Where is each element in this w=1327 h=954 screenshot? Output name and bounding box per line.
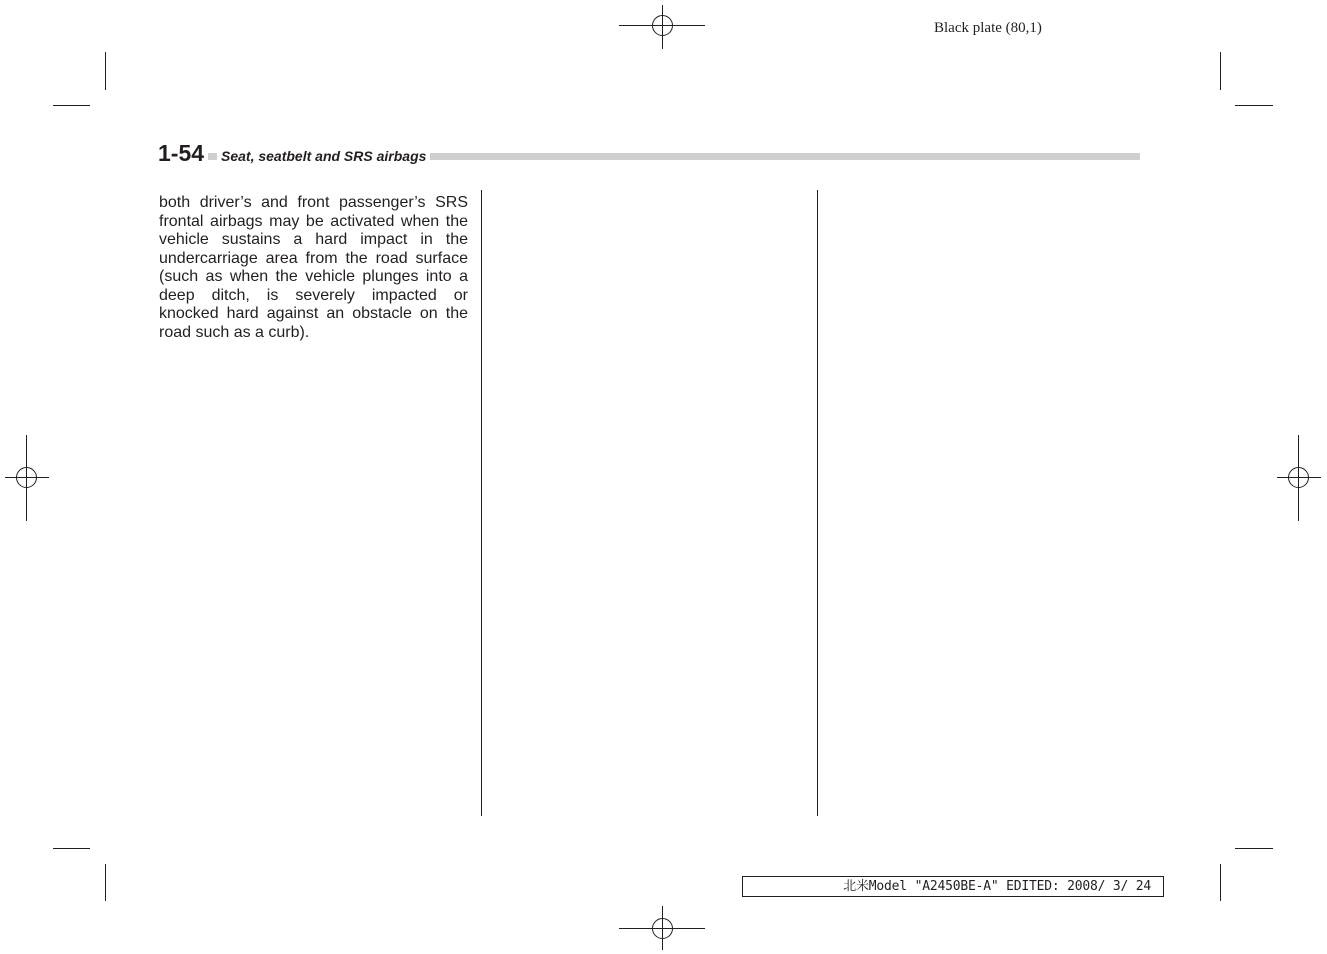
edit-stamp: 北米Model "A2450BE-A" EDITED: 2008/ 3/ 24 (742, 876, 1164, 897)
crop-mark-top-right-horizontal (1235, 105, 1273, 106)
registration-target-right (1277, 435, 1321, 521)
page-number: 1-54 (158, 140, 208, 166)
crop-mark-bottom-right-vertical (1220, 864, 1221, 901)
column-divider-left (481, 190, 482, 816)
crop-mark-bottom-left-horizontal (53, 848, 90, 849)
crop-mark-top-left-vertical (105, 52, 106, 90)
body-paragraph: both driver’s and front passenger’s SRS frontal airbags may be activated when the vehicle sustains a hard impact in the undercarriage area from the road surface (such as when the vehicle plunges into a deep ditch, is severely impacted or knocked hard against an obstacle on the road such as a curb). (159, 194, 468, 341)
crop-mark-bottom-left-vertical (105, 864, 106, 901)
crop-mark-top-right-vertical (1220, 52, 1221, 90)
registration-target-top (619, 5, 705, 49)
registration-target-left (5, 435, 49, 521)
section-title: Seat, seatbelt and SRS airbags (217, 147, 430, 165)
crop-mark-bottom-right-horizontal (1235, 848, 1273, 849)
registration-target-bottom (619, 906, 705, 950)
column-divider-right (817, 190, 818, 816)
crop-mark-top-left-horizontal (53, 105, 90, 106)
plate-label: Black plate (80,1) (934, 20, 1042, 36)
